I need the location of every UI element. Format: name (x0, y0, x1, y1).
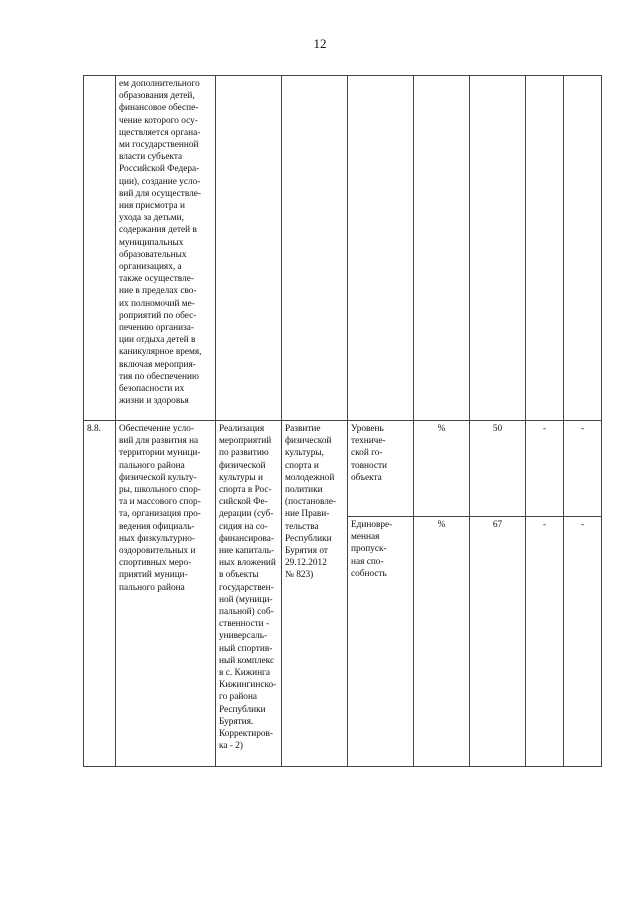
indicator-name: Уровень техниче- ской го- товности объекта (351, 424, 387, 483)
cell-indicator-name (348, 517, 414, 767)
indicator-v2: - (580, 424, 585, 434)
cell-measure (216, 421, 282, 767)
cell-indicator-v1 (526, 421, 564, 517)
indicator-v1: - (542, 424, 547, 434)
cell-indicator-v2 (564, 421, 602, 517)
measure-text: Реализация мероприятий по развитию физической культуры и спорта в Рос- сийской Фе- дерации (суб- сидия на со- финансирова- ние капиталь- ных вложений в объекты государствен- ной (муници- пальной) соб- ственности - универсаль- ный спортив- ный комплекс в с. Кижинга Кижингинско- го района Республики Бурятия. Корректиров- ка - 2) (219, 424, 277, 752)
indicator-value: 67 (492, 520, 503, 530)
cell-indicator-name (348, 421, 414, 517)
document-table (83, 75, 602, 767)
indicator-name: Единовре- менная пропуск- ная спо- собность (351, 520, 393, 579)
cell-empty (414, 76, 470, 421)
cell-empty (526, 76, 564, 421)
indicator-unit: % (437, 424, 446, 434)
cell-empty (470, 76, 526, 421)
indicator-unit: % (437, 520, 446, 530)
cell-empty (216, 76, 282, 421)
cell-indicator-value (470, 517, 526, 767)
cell-indicator-unit (414, 421, 470, 517)
program-text: Развитие физической культуры, спорта и молодежной политики (постановле- ние Прави- тельства Республики Бурятия от 29.12.2012 № 823) (285, 424, 337, 581)
cell-task (116, 421, 216, 767)
cell-empty (348, 76, 414, 421)
cell-program (282, 421, 348, 767)
indicator-v1: - (542, 520, 547, 530)
cell-empty (282, 76, 348, 421)
page-number: 12 (313, 36, 327, 51)
task-text: Обеспечение усло- вий для развития на территории муници- пального района физической культу- ры, школьного спор- та и массового спор- та, организация про- ведения официаль- ных физкультурно- оздоровительных и спортивных меро- приятий муници- пального района (119, 424, 201, 593)
row-number (84, 421, 116, 767)
row-number-text: 8.8. (87, 424, 101, 434)
cell-task-continuation (116, 76, 216, 421)
cell-indicator-v2 (564, 517, 602, 767)
table-row-8-8 (84, 421, 602, 517)
cell-empty (84, 76, 116, 421)
cell-empty (564, 76, 602, 421)
task-continuation-text: ем дополнительного образования детей, финансовое обеспе- чение которого осу- ществляется органа- ми государственной власти субъекта Российской Федера- ции), создание усло- вий для осуществле- ния присмотра и ухода за детьми, содержания детей в муниципальных образовательных организациях, а также осуществле- ние в пределах сво- их полномочий ме- роприятий по обес- печению организа- ции отдыха детей в каникулярное время, включая мероприя- тия по обеспечению безопасности их жизни и здоровья (119, 79, 202, 407)
cell-indicator-value (470, 421, 526, 517)
indicator-value: 50 (492, 424, 503, 434)
continuation-row (84, 76, 602, 421)
cell-indicator-unit (414, 517, 470, 767)
cell-indicator-v1 (526, 517, 564, 767)
indicator-v2: - (580, 520, 585, 530)
